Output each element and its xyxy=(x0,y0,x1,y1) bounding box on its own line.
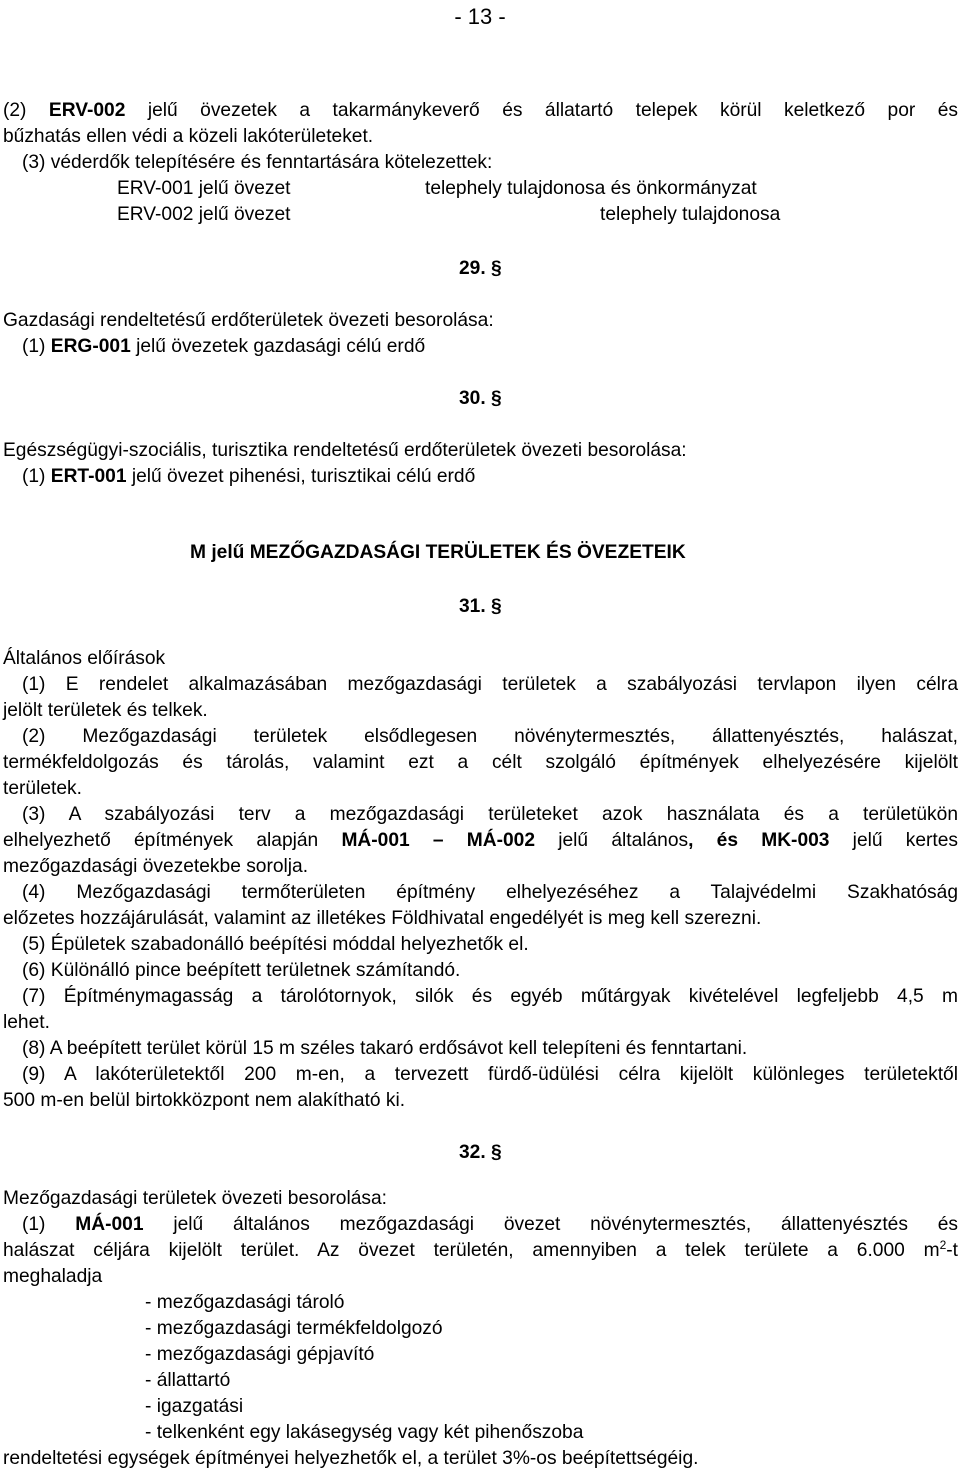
paragraph-obligations: (3) véderdők telepítésére és fenntartására kötelezettek: xyxy=(22,152,493,173)
paragraph-line xyxy=(3,1238,958,1264)
paragraph-line: (6) Különálló pince beépített területnek számítandó. xyxy=(22,960,461,981)
section-31-body xyxy=(3,672,958,1114)
zone-code: , és MK-003 xyxy=(688,830,830,851)
section-29-item xyxy=(22,334,425,360)
section-32-title: 32. § xyxy=(459,1142,502,1163)
paragraph-line: (3) A szabályozási terv a mezőgazdasági területeket azok használata és a területükön xyxy=(22,804,958,825)
text: (1) xyxy=(22,466,51,487)
section-31-heading: Általános előírások xyxy=(3,648,166,669)
section-31-title: 31. § xyxy=(459,596,502,617)
text: jelű általános mezőgazdasági övezet növénytermesztés, állattenyésztés és xyxy=(143,1214,959,1235)
zone-code: ERG-001 xyxy=(50,336,131,357)
list-item: - igazgatási xyxy=(145,1396,244,1417)
text: (1) xyxy=(22,336,51,357)
obligation-row1-zone: ERV-001 jelű övezet xyxy=(117,178,291,199)
obligation-row2-zone: ERV-002 jelű övezet xyxy=(117,204,291,225)
zone-code: ERT-001 xyxy=(50,466,127,487)
page-number: - 13 - xyxy=(454,4,506,29)
paragraph-line: jelölt területek és telkek. xyxy=(3,700,208,721)
paragraph-line: meghaladja xyxy=(3,1266,103,1287)
text: jelű övezetek a takarmánykeverő és állatartó telepek körül keletkező por és xyxy=(125,100,959,121)
section-32-closing: rendeltetési egységek építményei helyezhetők el, a terület 3%-os beépítettségéig. xyxy=(3,1448,699,1469)
paragraph-line: (9) A lakóterületektől 200 m-en, a tervezett fürdő-üdülési célra kijelölt különleges területektől xyxy=(22,1064,958,1085)
paragraph-line: (5) Épületek szabadonálló beépítési móddal helyezhetők el. xyxy=(22,934,529,955)
section-29-title: 29. § xyxy=(459,258,502,279)
list-item: - állattartó xyxy=(145,1370,231,1391)
text: (1) xyxy=(22,1214,76,1235)
superscript: 2 xyxy=(939,1238,947,1252)
paragraph-line: (1) E rendelet alkalmazásában mezőgazdasági területek a szabályozási tervlapon ilyen célra xyxy=(22,674,958,695)
text: jelű övezetek gazdasági célú erdő xyxy=(130,336,426,357)
paragraph-line: bűzhatás ellen védi a közeli lakóterületeket. xyxy=(3,126,374,147)
paragraph-line: 500 m-en belül birtokközpont nem alakítható ki. xyxy=(3,1090,406,1111)
section-32-heading: Mezőgazdasági területek övezeti besorolása: xyxy=(3,1188,387,1209)
list-item: - telkenként egy lakásegység vagy két pihenőszoba xyxy=(145,1422,584,1443)
section-32-body xyxy=(3,1212,958,1290)
obligation-row1-party: telephely tulajdonosa és önkormányzat xyxy=(425,178,757,199)
paragraph-line: lehet. xyxy=(3,1012,50,1033)
paragraph-line: termékfeldolgozás és tárolás, valamint ezt a célt szolgáló építmények elhelyezésére kijelölt xyxy=(3,752,958,773)
obligation-row2-party: telephely tulajdonosa xyxy=(600,204,781,225)
text: halászat céljára kijelölt terület. Az övezet területén, amennyiben a telek területe a 6.000 m xyxy=(3,1240,940,1261)
paragraph-erv002 xyxy=(3,98,958,150)
paragraph-line: (8) A beépített terület körül 15 m széles takaró erdősávot kell telepíteni és fenntartani. xyxy=(22,1038,748,1059)
section-30-item xyxy=(22,464,475,490)
paragraph-line xyxy=(3,828,958,854)
section-29-heading: Gazdasági rendeltetésű erdőterületek övezeti besorolása: xyxy=(3,310,494,331)
zone-code: MÁ-001 – MÁ-002 xyxy=(341,830,536,851)
text: jelű általános xyxy=(535,830,689,851)
zone-code: ERV-002 xyxy=(48,100,126,121)
paragraph-line: mezőgazdasági övezetekbe sorolja. xyxy=(3,856,309,877)
paragraph-line: előzetes hozzájárulását, valamint az illetékes Földhivatal engedélyét is meg kell szerezni. xyxy=(3,908,762,929)
paragraph-line: (7) Építménymagasság a tárolótornyok, silók és egyéb műtárgyak kivételével legfeljebb 4,5 m xyxy=(22,986,958,1007)
text: jelű kertes xyxy=(829,830,959,851)
list-item: - mezőgazdasági termékfeldolgozó xyxy=(145,1318,443,1339)
chapter-heading: M jelű MEZŐGAZDASÁGI TERÜLETEK ÉS ÖVEZETEIK xyxy=(190,542,686,563)
paragraph-line: (4) Mezőgazdasági termőterületen építmény elhelyezéséhez a Talajvédelmi Szakhatóság xyxy=(22,882,958,903)
text: (2) xyxy=(3,100,49,121)
zone-code: MÁ-001 xyxy=(75,1214,144,1235)
section-30-heading: Egészségügyi-szociális, turisztika rendeltetésű erdőterületek övezeti besorolása: xyxy=(3,440,687,461)
list-item: - mezőgazdasági gépjavító xyxy=(145,1344,375,1365)
list-item: - mezőgazdasági tároló xyxy=(145,1292,345,1313)
paragraph-line xyxy=(3,98,958,124)
paragraph-line: területek. xyxy=(3,778,82,799)
section-30-title: 30. § xyxy=(459,388,502,409)
text: elhelyezhető építmények alapján xyxy=(3,830,342,851)
text: jelű övezet pihenési, turisztikai célú erdő xyxy=(126,466,476,487)
paragraph-line: (2) Mezőgazdasági területek elsődlegesen növénytermesztés, állattenyésztés, halászat, xyxy=(22,726,958,747)
paragraph-line xyxy=(3,1212,958,1238)
text: -t xyxy=(946,1240,958,1261)
